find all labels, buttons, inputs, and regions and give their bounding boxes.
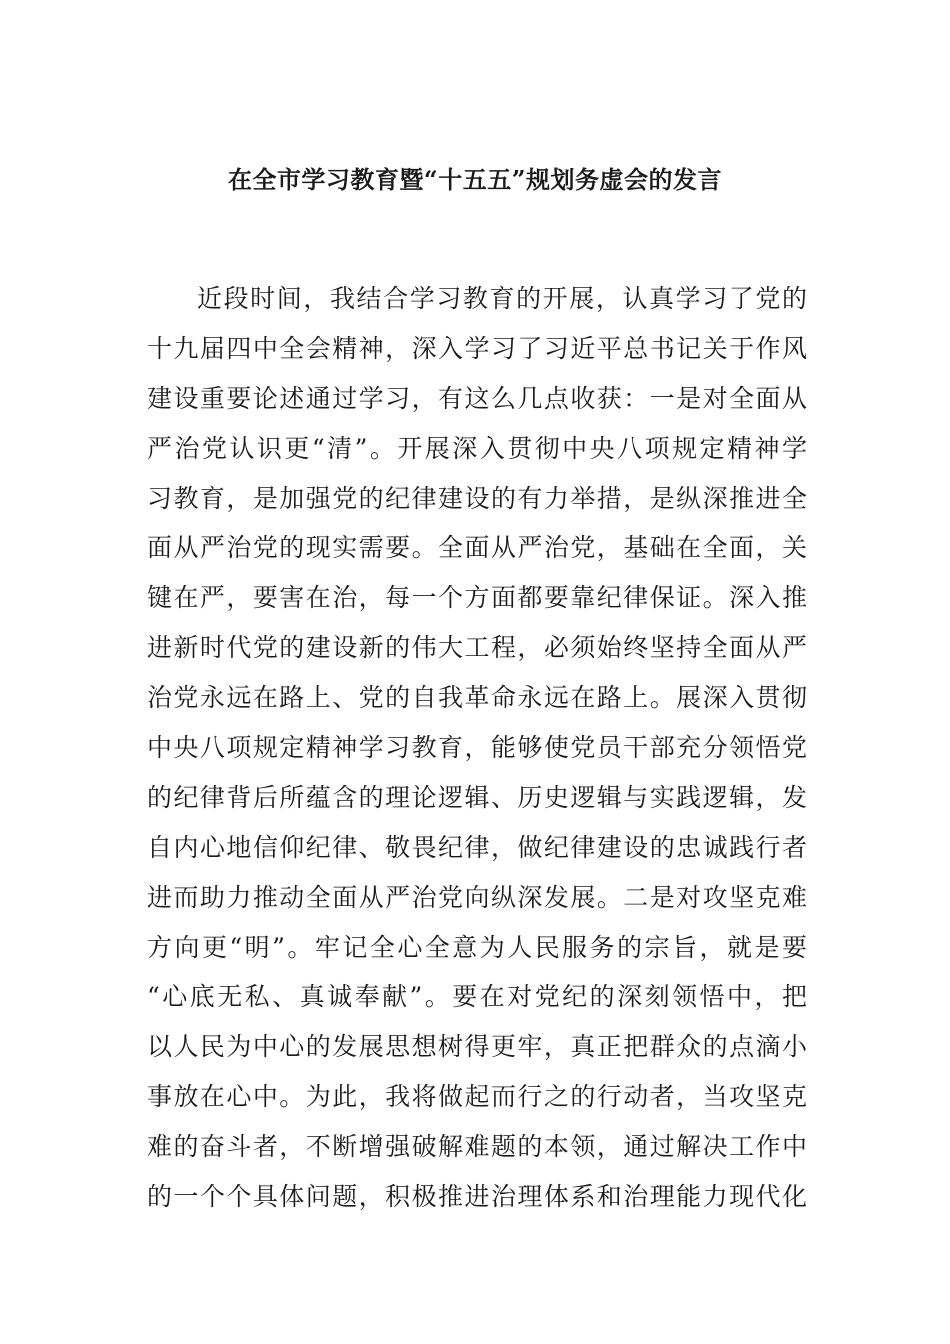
document-title: 在全市学习教育暨“十五五”规划务虚会的发言 bbox=[227, 165, 723, 194]
body-line: 治党永远在路上、党的自我革命永远在路上。展深入贯彻 bbox=[147, 683, 807, 713]
body-line: “心底无私、真诚奉献”。要在对党纪的深刻领悟中，把 bbox=[147, 982, 807, 1012]
body-line: 的一个个具体问题，积极推进治理体系和治理能力现代化 bbox=[147, 1182, 807, 1212]
body-line: 键在严，要害在治，每一个方面都要靠纪律保证。深入推 bbox=[147, 583, 807, 613]
body-line: 难的奋斗者，不断增强破解难题的本领，通过解决工作中 bbox=[147, 1132, 807, 1162]
body-line: 建设重要论述通过学习，有这么几点收获：一是对全面从 bbox=[147, 383, 807, 413]
document-body bbox=[147, 274, 807, 1222]
body-line: 进而助力推动全面从严治党向纵深发展。二是对攻坚克难 bbox=[147, 882, 807, 912]
body-line: 面从严治党的现实需要。全面从严治党，基础在全面，关 bbox=[147, 533, 807, 563]
body-line: 进新时代党的建设新的伟大工程，必须始终坚持全面从严 bbox=[147, 633, 807, 663]
body-line: 近段时间，我结合学习教育的开展，认真学习了党的 bbox=[197, 284, 807, 313]
body-line: 中央八项规定精神学习教育，能够使党员干部充分领悟党 bbox=[147, 733, 807, 763]
body-line: 习教育，是加强党的纪律建设的有力举措，是纵深推进全 bbox=[147, 483, 807, 513]
body-line: 自内心地信仰纪律、敬畏纪律，做纪律建设的忠诚践行者 bbox=[147, 832, 807, 862]
body-line: 以人民为中心的发展思想树得更牢，真正把群众的点滴小 bbox=[147, 1032, 807, 1062]
body-line: 方向更“明”。牢记全心全意为人民服务的宗旨，就是要 bbox=[147, 932, 807, 962]
body-line: 的纪律背后所蕴含的理论逻辑、历史逻辑与实践逻辑，发 bbox=[147, 782, 807, 812]
body-line: 十九届四中全会精神，深入学习了习近平总书记关于作风 bbox=[147, 333, 807, 363]
body-line: 严治党认识更“清”。开展深入贯彻中央八项规定精神学 bbox=[147, 433, 807, 463]
body-line: 事放在心中。为此，我将做起而行之的行动者，当攻坚克 bbox=[147, 1082, 807, 1112]
